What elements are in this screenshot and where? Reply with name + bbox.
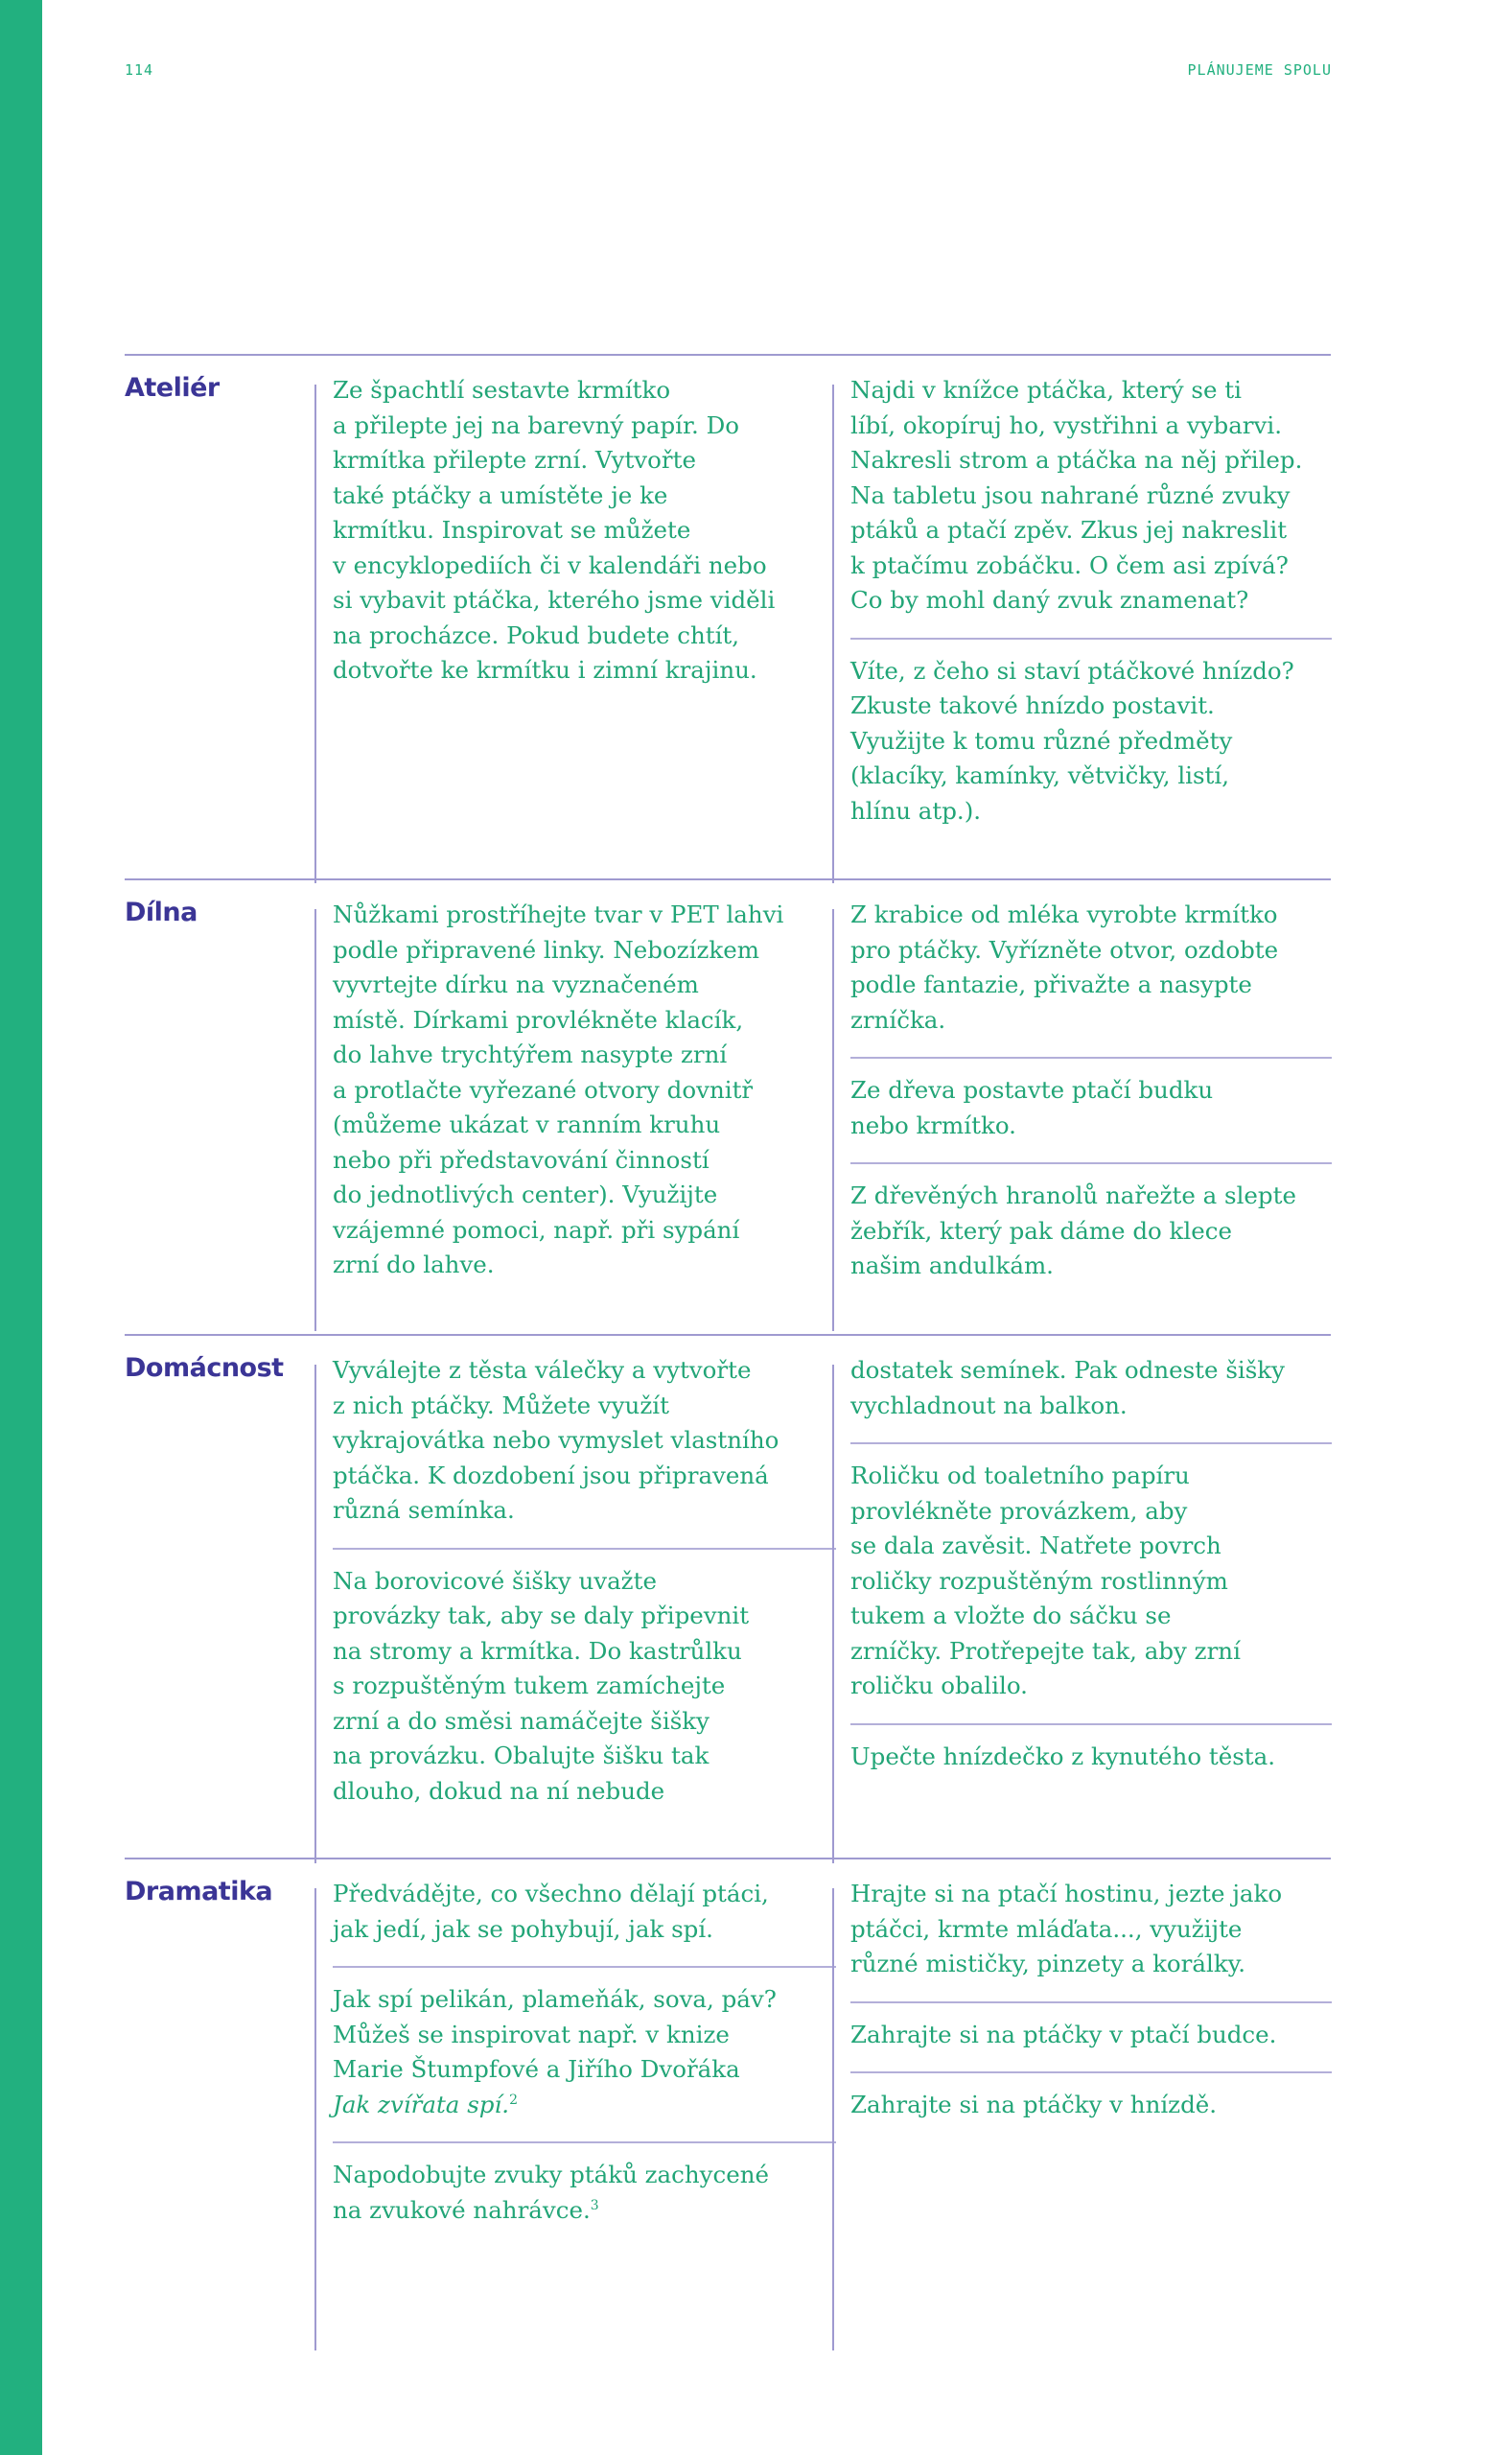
column-divider: [832, 1888, 834, 2350]
text-line: roličky rozpuštěným rostlinným: [850, 1566, 1228, 1595]
text-line: k ptačímu zobáčku. O čem asi zpívá?: [850, 550, 1289, 579]
text-line: ptáčka. K dozdobení jsou připravená: [333, 1461, 769, 1489]
text-line: Zkuste takové hnízdo postavit.: [850, 691, 1215, 719]
column-divider: [832, 909, 834, 1331]
text-line: Využijte k tomu různé předměty: [850, 726, 1233, 755]
text-line: krmítku. Inspirovat se můžete: [333, 516, 691, 544]
activity-block: [850, 1057, 1332, 1162]
text-line: [333, 2088, 836, 2123]
text-line: vykrajovátka nebo vymyslet vlastního: [333, 1426, 779, 1454]
text-line: dotvořte ke krmítku i zimní krajinu.: [333, 656, 757, 684]
section-dilna: [125, 878, 1331, 1279]
text-line: Najdi v knížce ptáčka, který se ti: [850, 376, 1242, 404]
text-line: líbí, okopíruj ho, vystřihni a vybarvi.: [850, 410, 1282, 439]
text-line: nebo krmítko.: [850, 1111, 1016, 1139]
section-dramatika: [125, 1858, 1331, 2224]
section-label: Dílna: [125, 898, 198, 927]
text-line: Marie Štumpfové a Jiřího Dvořáka: [333, 2055, 740, 2083]
text-line: (klacíky, kamínky, větvičky, listí,: [850, 761, 1230, 789]
text-line: dlouho, dokud na ní nebude: [333, 1776, 665, 1805]
activity-block: [333, 898, 836, 1302]
text-line: Na borovicové šišky uvažte: [333, 1566, 657, 1595]
text-line: zrní a do směsi namáčejte šišky: [333, 1706, 709, 1735]
section-label: Ateliér: [125, 373, 220, 403]
text-line: zrníčka.: [850, 1005, 946, 1034]
text-line: vzájemné pomoci, např. při sypání: [333, 1215, 740, 1244]
activity-block: [850, 1442, 1332, 1723]
text-line: různá semínka.: [333, 1496, 515, 1524]
activity-block: [333, 1548, 836, 1829]
activity-block: [850, 373, 1332, 638]
text-line: a protlačte vyřezané otvory dovnitř: [333, 1075, 754, 1104]
book-title: Jak zvířata spí.: [333, 2090, 510, 2118]
text-line: tukem a vložte do sáčku se: [850, 1602, 1172, 1629]
activity-column-right: [850, 898, 1332, 1303]
text-line: s rozpuštěným tukem zamíchejte: [333, 1672, 726, 1699]
section-atelier: [125, 354, 1331, 825]
text-line: ptáčci, krmte mláďata..., využijte: [850, 1914, 1243, 1943]
column-divider: [314, 1365, 316, 1863]
text-line: (můžeme ukázat v ranním kruhu: [333, 1111, 721, 1138]
text-line: hlínu atp.).: [850, 796, 982, 825]
text-line: Hrajte si na ptačí hostinu, jezte jako: [850, 1880, 1283, 1907]
text-line: Z dřevěných hranolů nařežte a slepte: [850, 1181, 1296, 1209]
section-domacnost: [125, 1334, 1331, 1805]
text-line: Jak spí pelikán, plameňák, sova, páv?: [333, 1985, 777, 2013]
page-number: 114: [125, 61, 154, 79]
activity-column-left: [333, 1877, 836, 2247]
text-line: Upečte hnízdečko z kynutého těsta.: [850, 1742, 1276, 1770]
activity-block: [850, 638, 1332, 849]
text-line: na provázku. Obalujte šišku tak: [333, 1742, 709, 1769]
text-line: Můžeš se inspirovat např. v knize: [333, 2020, 730, 2048]
text-line: do lahve trychtýřem nasypte zrní: [333, 1040, 728, 1068]
text-line: různé mističky, pinzety a korálky.: [850, 1950, 1246, 1977]
text-line: podle fantazie, přivažte a nasypte: [850, 970, 1252, 998]
activity-block: [850, 2071, 1332, 2142]
text-line: Na tabletu jsou nahrané různé zvuky: [850, 480, 1291, 509]
activity-block: [333, 2141, 836, 2247]
text-line: Ze dřeva postavte ptačí budku: [850, 1076, 1214, 1104]
activity-block: [333, 1877, 836, 1966]
text-line: a přilepte jej na barevný papír. Do: [333, 410, 739, 439]
text-line: žebřík, který pak dáme do klece: [850, 1216, 1232, 1245]
activity-block: [850, 1353, 1332, 1442]
text-line: Ze špachtlí sestavte krmítko: [333, 376, 671, 404]
text-line: roličku obalilo.: [850, 1672, 1028, 1699]
text-line: pro ptáčky. Vyřízněte otvor, ozdobte: [850, 935, 1279, 964]
activity-column-right: [850, 1877, 1332, 2142]
text-line: provlékněte provázkem, aby: [850, 1496, 1188, 1525]
text-line: vyvrtejte dírku na vyznačeném: [333, 970, 699, 998]
text-line: Zahrajte si na ptáčky v ptačí budce.: [850, 2020, 1277, 2048]
activity-column-left: [333, 898, 836, 1302]
text-line: zrníčky. Protřepejte tak, aby zrní: [850, 1636, 1241, 1665]
text-line: nebo při představování činností: [333, 1145, 709, 1174]
text-line: Víte, z čeho si staví ptáčkové hnízdo?: [850, 656, 1294, 685]
activity-column-left: [333, 1353, 836, 1828]
text-line: se dala zavěsit. Natřete povrch: [850, 1531, 1221, 1559]
text-line: ptáků a ptačí zpěv. Zkus jej nakreslit: [850, 516, 1288, 544]
running-head: PLÁNUJEME SPOLU: [1187, 61, 1332, 79]
text-line: Zahrajte si na ptáčky v hnízdě.: [850, 2091, 1218, 2118]
text-line: na stromy a krmítka. Do kastrůlku: [333, 1636, 742, 1665]
text-line: vychladnout na balkon.: [850, 1391, 1128, 1419]
section-label: Domácnost: [125, 1353, 284, 1383]
text-line: také ptáčky a umístěte je ke: [333, 480, 668, 509]
activity-column-right: [850, 1353, 1332, 1793]
green-margin-bar: [0, 0, 42, 2455]
column-divider: [832, 1365, 834, 1863]
text-line: na procházce. Pokud budete chtít,: [333, 620, 740, 649]
text-line: místě. Dírkami provlékněte klacík,: [333, 1005, 744, 1034]
column-divider: [832, 385, 834, 883]
activity-block: [850, 2001, 1332, 2072]
text-line: Roličku od toaletního papíru: [850, 1461, 1190, 1489]
text-line: dostatek semínek. Pak odneste šišky: [850, 1356, 1285, 1384]
text-line: Nakresli strom a ptáčka na něj přilep.: [850, 446, 1303, 474]
text-line: podle připravené linky. Nebozízkem: [333, 935, 759, 964]
text-line: jak jedí, jak se pohybují, jak spí.: [333, 1914, 713, 1943]
footnote-marker[interactable]: 2: [509, 2092, 519, 2108]
text-line: si vybavit ptáčka, kterého jsme viděli: [333, 586, 776, 614]
footnote-marker[interactable]: 3: [590, 2197, 599, 2213]
section-label: Dramatika: [125, 1877, 273, 1906]
text-line: Co by mohl daný zvuk znamenat?: [850, 586, 1249, 614]
text-line: z nich ptáčky. Můžete využít: [333, 1391, 669, 1419]
activity-block: [850, 1162, 1332, 1303]
activity-column-right: [850, 373, 1332, 848]
text-line: do jednotlivých center). Využijte: [333, 1181, 718, 1208]
activity-block: [333, 1966, 836, 2141]
text-line: [333, 2193, 836, 2229]
text-line: Z krabice od mléka vyrobte krmítko: [850, 900, 1278, 928]
text-line: Napodobujte zvuky ptáků zachycené: [333, 2161, 770, 2188]
activity-block: [850, 1723, 1332, 1794]
activity-block: [850, 1877, 1332, 2001]
text-line: provázky tak, aby se daly připevnit: [333, 1602, 750, 1629]
text-line: našim andulkám.: [850, 1251, 1054, 1279]
column-divider: [314, 1888, 316, 2350]
column-divider: [314, 909, 316, 1331]
column-divider: [314, 385, 316, 883]
activity-column-left: [333, 373, 836, 708]
text-line: Nůžkami prostříhejte tvar v PET lahvi: [333, 900, 784, 928]
text-line: zrní do lahve.: [333, 1251, 495, 1278]
text-line: Předvádějte, co všechno dělají ptáci,: [333, 1880, 769, 1907]
text-line: v encyklopediích či v kalendáři nebo: [333, 550, 767, 579]
text-line: Vyválejte z těsta válečky a vytvořte: [333, 1356, 752, 1384]
activity-block: [333, 1353, 836, 1548]
activity-block: [333, 373, 836, 708]
text-line: krmítka přilepte zrní. Vytvořte: [333, 446, 696, 474]
activity-block: [850, 898, 1332, 1057]
text-fragment: na zvukové nahrávce.: [333, 2195, 591, 2224]
